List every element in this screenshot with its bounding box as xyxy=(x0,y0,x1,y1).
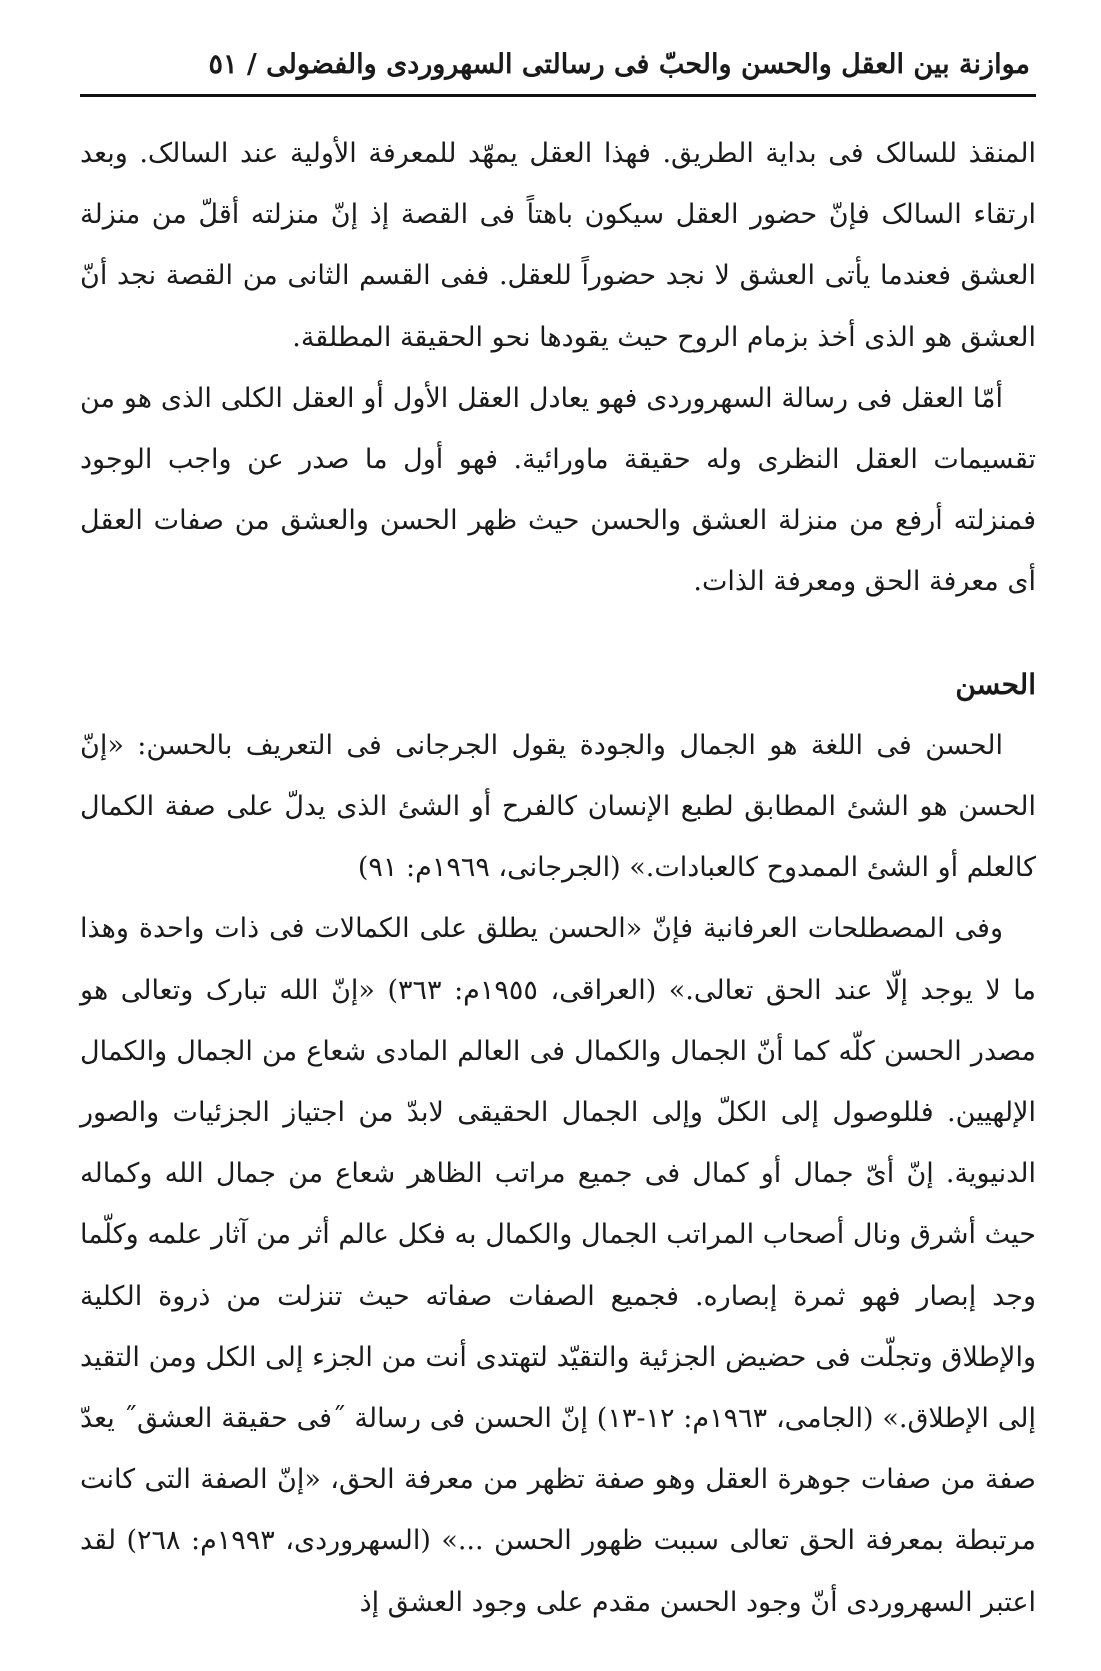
section-heading: الحسن xyxy=(955,667,1036,701)
paragraph: الحسن فى اللغة هو الجمال والجودة يقول الجرجانى فى التعريف بالحسن: «إنّ الحسن هو الشئ المطابق لطبع الإنسان كالفرح أو الشئ الذى يدلّ على صفة الكمال كالعلم أو الشئ الممدوح كالعبادات.» (الجرجانى، ١٩٦٩م: ٩١) xyxy=(80,729,1036,884)
paragraph: المنقذ للسالک فى بداية الطريق. فهذا العقل يمهّد للمعرفة الأولية عند السالک. وبعد ارتقاء السالک فإنّ حضور العقل سيكون باهتاً فى القصة إذ إنّ منزلته أقلّ من منزلة العشق فعندما يأتى العشق لا نجد حضوراً للعقل. ففى القسم الثانى من القصة نجد أنّ العشق هو الذى أخذ بزمام الروح حيث يقودها نحو الحقيقة المطلقة. xyxy=(80,138,1036,353)
book-page xyxy=(80,38,1036,1633)
paragraph: أمّا العقل فى رسالة السهروردى فهو يعادل العقل الأول أو العقل الكلى الذى هو من تقسيمات العقل النظرى وله حقيقة ماورائية. فهو أول ما صدر عن واجب الوجود فمنزلته أرفع من منزلة العشق والحسن حيث ظهر الحسن والعشق من صفات العقل أى معرفة الحق ومعرفة الذات. xyxy=(80,382,1036,598)
running-title: موازنة بين العقل والحسن والحبّ فى رسالتى السهروردى والفضولى / ٥١ xyxy=(208,48,1030,80)
header-rule xyxy=(80,94,1036,97)
paragraph: وفى المصطلحات العرفانية فإنّ «الحسن يطلق على الكمالات فى ذات واحدة وهذا ما لا يوجد إلّا عند الحق تعالى.» (العراقى، ١٩٥٥م: ٣٦٣) «إنّ الله تبارک وتعالى هو مصدر الحسن كلّه كما أنّ الجمال والكمال فى العالم المادى شعاع من الجمال والكمال الإلهيين. فللوصول إلى الكلّ وإلى الجمال الحقيقى لابدّ من اجتياز الجزئيات والصور الدنيوية. إنّ أىّ جمال أو كمال فى جميع مراتب الظاهر شعاع من جمال الله وكماله حيث أشرق ونال أصحاب المراتب الجمال والكمال به فكل عالم أثر من آثار علمه وكلّما وجد إبصار فهو ثمرة إبصاره. فجميع الصفات صفاته حيث تنزلت من ذروة الكلية والإطلاق وتجلّت فى حضيض الجزئية والتقيّد لتهتدى أنت من الجزء إلى الكل ومن التقيد إلى الإطلاق.» (الجامى، ١٩٦٣م: ١٢-١٣) إنّ الحسن فى رسالة ˝فى حقيقة العشق˝ يعدّ صفة من صفات جوهرة العقل وهو صفة تظهر من معرفة الحق، «إنّ الصفة التى كانت مرتبطة بمعرفة الحق تعالى سببت ظهور الحسن ...» (السهروردى، ١٩٩٣م: ٢٦٨) لقد اعتبر السهروردى أنّ وجود الحسن مقدم على وجود العشق إذ xyxy=(80,913,1036,1618)
running-header xyxy=(80,38,1036,90)
body-text xyxy=(80,123,1036,1633)
